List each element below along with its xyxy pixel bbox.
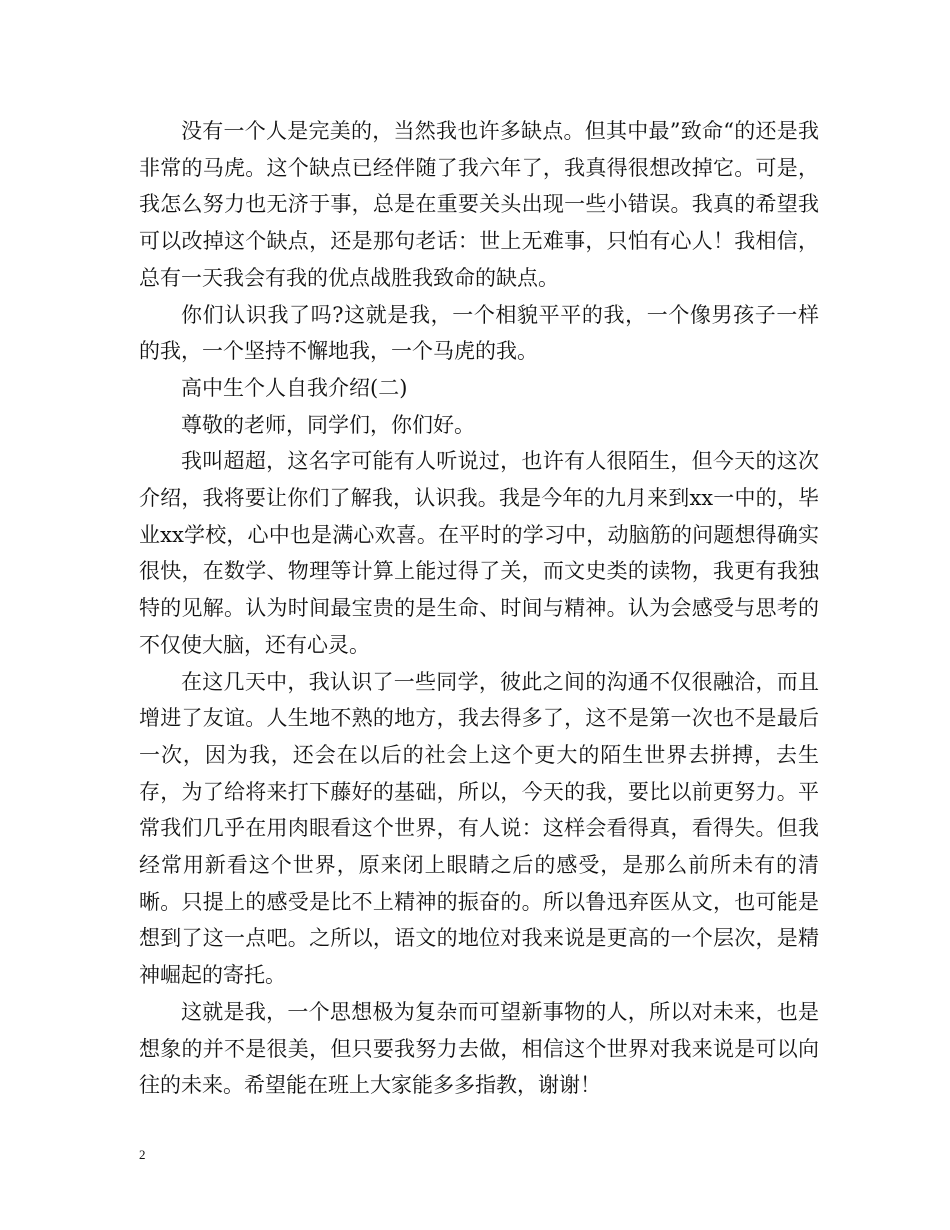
body-text (139, 113, 819, 1104)
paragraph-introduction: 我叫超超，这名字可能有人听说过，也许有人很陌生，但今天的这次介绍，我将要让你们了解我，认识我。我是今年的九月来到xx一中的，毕业xx学校，心中也是满心欢喜。在平时的学习中，动脑筋的问题想得确实很快，在数学、物理等计算上能过得了关，而文史类的读物，我更有我独特的见解。认为时间最宝贵的是生命、时间与精神。认为会感受与思考的不仅使大脑，还有心灵。 (139, 449, 819, 657)
paragraph-closing: 这就是我，一个思想极为复杂而可望新事物的人，所以对未来，也是想象的并不是很美，但只要我努力去做，相信这个世界对我来说是可以向往的未来。希望能在班上大家能多多指教，谢谢！ (139, 999, 819, 1098)
paragraph-summary: 你们认识我了吗?这就是我，一个相貌平平的我，一个像男孩子一样的我，一个坚持不懈地我，一个马虎的我。 (139, 302, 819, 364)
page-number: 2 (139, 1147, 146, 1162)
paragraph-greeting: 尊敬的老师，同学们，你们好。 (181, 412, 475, 437)
paragraph-flaw: 没有一个人是完美的，当然我也许多缺点。但其中最”致命“的还是我非常的马虎。这个缺点已经伴随了我六年了，我真得很想改掉它。可是，我怎么努力也无济于事，总是在重要关头出现一些小错误。我真的希望我可以改掉这个缺点，还是那句老话：世上无难事，只怕有心人！我相信，总有一天我会有我的优点战胜我致命的缺点。 (139, 119, 819, 290)
section-heading: 高中生个人自我介绍(二) (181, 375, 408, 400)
paragraph-experience: 在这几天中，我认识了一些同学，彼此之间的沟通不仅很融洽，而且增进了友谊。人生地不熟的地方，我去得多了，这不是第一次也不是最后一次，因为我，还会在以后的社会上这个更大的陌生世界去拼搏，去生存，为了给将来打下藤好的基础，所以，今天的我，要比以前更努力。平常我们几乎在用肉眼看这个世界，有人说：这样会看得真，看得失。但我经常用新看这个世界，原来闭上眼睛之后的感受，是那么前所未有的清晰。只提上的感受是比不上精神的振奋的。所以鲁迅弃医从文，也可能是想到了这一点吧。之所以，语文的地位对我来说是更高的一个层次，是精神崛起的寄托。 (139, 669, 819, 988)
